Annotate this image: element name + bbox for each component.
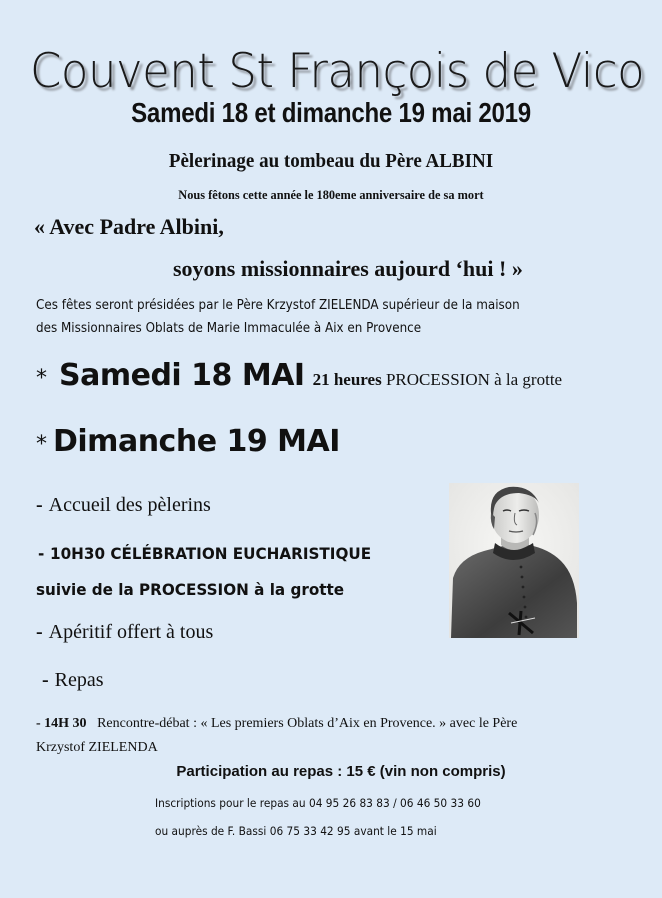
asterisk-bullet-icon: * [36,366,47,391]
dash-bullet-icon: - [42,669,49,691]
dash-bullet-icon: - [36,621,43,643]
saturday-time: 21 heures [312,370,382,389]
meal-inscriptions: Inscriptions pour le repas au 04 95 26 83 83 / 06 46 50 33 60 [155,796,481,810]
list-item-label: 10H30 CÉLÉBRATION EUCHARISTIQUE [50,544,372,563]
asterisk-bullet-icon: * [36,432,47,457]
list-item-label: Apéritif offert à tous [48,621,214,643]
sunday-heading: Dimanche 19 MAI [53,424,340,459]
dash-bullet-icon: - [38,544,45,563]
list-item-label: Repas [54,669,104,691]
list-item-label: suivie de la PROCESSION à la grotte [36,580,345,599]
debate-line-2: Krzystof ZIELENDA [36,740,158,755]
list-item-procession [36,580,344,599]
dash-bullet-icon: - [36,494,43,516]
presided-line-1: Ces fêtes seront présidées par le Père Krzystof ZIELENDA supérieur de la maison [36,298,520,313]
poster-title: Couvent St François de Vico [30,42,645,99]
saturday-detail [313,370,563,390]
event-dates: Samedi 18 et dimanche 19 mai 2019 [131,97,531,128]
saturday-line [36,358,562,393]
saturday-event: PROCESSION à la grotte [385,370,563,389]
portrait-image [449,483,579,638]
debate-title: Rencontre-débat : « Les premiers Oblats d’Aix en Provence. » avec le Père [97,716,518,731]
pilgrimage-heading: Pèlerinage au tombeau du Père ALBINI [168,150,494,172]
quote-line-2: soyons missionnaires aujourd ‘hui ! » [173,256,523,281]
meal-price: Participation au repas : 15 € (vin non compris) [176,763,506,780]
list-item-label: Accueil des pèlerins [48,494,211,516]
quote-line-1: « Avec Padre Albini, [34,214,224,239]
list-item-repas [42,669,104,692]
list-item-celebration [38,544,371,563]
debate-time: - 14H 30 [36,716,87,731]
anniversary-note: Nous fêtons cette année le 180eme anniversaire de sa mort [178,187,484,202]
list-item-aperitif [36,621,213,644]
meal-contact: ou auprès de F. Bassi 06 75 33 42 95 avant le 15 mai [155,824,437,838]
portrait-engraving-icon [449,483,579,638]
presided-line-2: des Missionnaires Oblats de Marie Immaculée à Aix en Provence [36,321,422,336]
sunday-line [36,424,340,459]
saturday-heading: Samedi 18 MAI [59,358,305,393]
list-item-accueil [36,494,211,517]
debate-line-1 [36,716,517,732]
